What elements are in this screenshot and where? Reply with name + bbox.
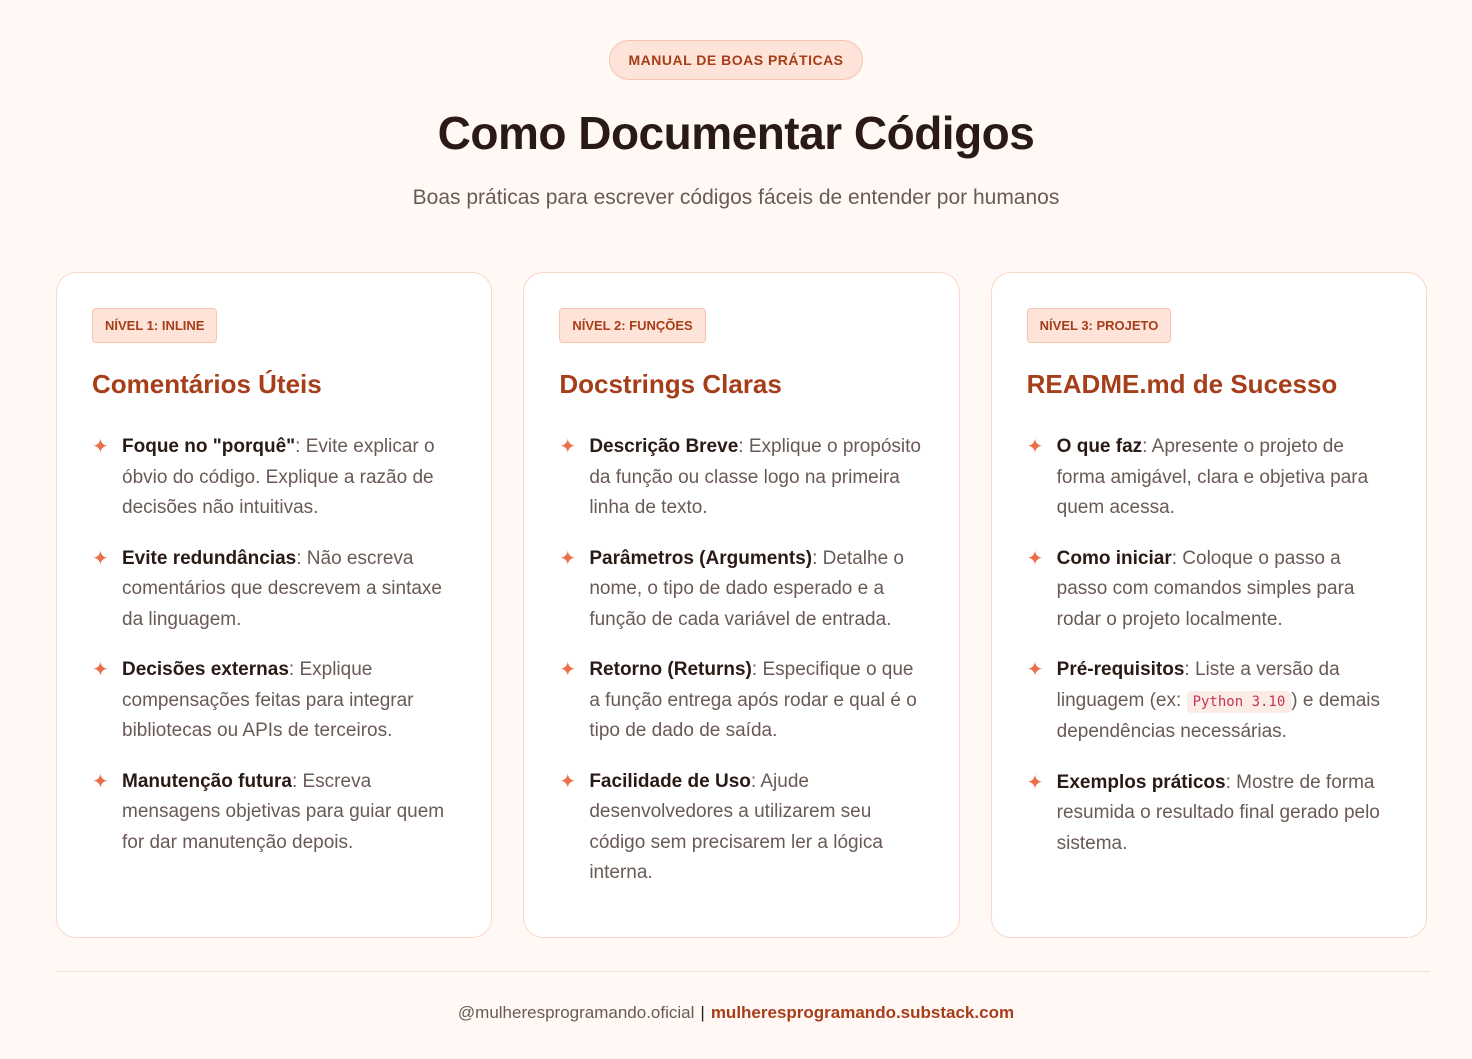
item-term: Decisões externas — [122, 659, 289, 680]
sparkle-icon: ✦ — [92, 659, 109, 681]
item-term: Facilidade de Uso — [589, 770, 751, 792]
list-item — [92, 544, 457, 636]
sparkle-icon: ✦ — [92, 770, 109, 793]
sparkle-icon: ✦ — [1026, 771, 1044, 794]
card-functions — [523, 272, 959, 938]
list-item — [559, 544, 924, 636]
item-desc: : Especifique o que a função entrega após rodar e qual é o tipo de dado de saída. — [589, 659, 917, 741]
card-project — [991, 272, 1427, 938]
tips-list — [559, 432, 924, 889]
sparkle-icon: ✦ — [559, 436, 577, 458]
item-term: Como iniciar — [1056, 547, 1172, 569]
sparkle-icon: ✦ — [559, 770, 577, 793]
page-subtitle: Boas práticas para escrever códigos fáceis de entender por humanos — [412, 186, 1060, 209]
item-desc: : Não escreva comentários que descrevem a sintaxe da linguagem. — [122, 547, 442, 630]
cards-container — [56, 272, 1427, 938]
sparkle-icon: ✦ — [92, 436, 109, 458]
item-desc-after: ) e demais dependências necessárias. — [1056, 689, 1380, 742]
card-title: README.md de Sucesso — [1026, 369, 1338, 399]
footer-separator: | — [700, 1003, 705, 1022]
sparkle-icon: ✦ — [1026, 436, 1044, 458]
item-term: Retorno (Returns) — [589, 659, 752, 680]
manual-badge: MANUAL DE BOAS PRÁTICAS — [609, 40, 862, 80]
item-desc: : Liste a versão da linguagem (ex: — [1056, 659, 1340, 711]
level-badge: NÍVEL 2: FUNÇÕES — [559, 308, 705, 343]
page-header — [0, 0, 1472, 210]
list-item — [92, 767, 457, 859]
sparkle-icon: ✦ — [559, 547, 577, 570]
item-desc: : Ajude desenvolvedores a utilizarem seu código sem precisarem ler a lógica interna. — [589, 770, 883, 883]
item-desc: : Mostre de forma resumida o resultado final gerado pelo sistema. — [1056, 771, 1380, 854]
level-badge: NÍVEL 1: INLINE — [92, 308, 217, 343]
list-item — [1027, 655, 1392, 748]
level-badge: NÍVEL 3: PROJETO — [1027, 308, 1172, 343]
item-desc: : Detalhe o nome, o tipo de dado esperado e a função de cada variável de entrada. — [589, 547, 905, 630]
list-item — [92, 655, 457, 747]
list-item — [559, 767, 924, 889]
social-handle: @mulheresprogramando.oficial — [457, 1003, 695, 1022]
list-item — [1027, 544, 1392, 636]
sparkle-icon: ✦ — [559, 659, 577, 681]
list-item — [1027, 768, 1392, 860]
footer — [0, 1003, 1472, 1023]
page-title: Como Documentar Códigos — [437, 107, 1035, 159]
code-snippet: Python 3.10 — [1187, 691, 1292, 713]
list-item — [1027, 432, 1392, 524]
item-term: Evite redundâncias — [122, 547, 297, 569]
sparkle-icon: ✦ — [92, 547, 109, 570]
item-desc: : Escreva mensagens objetivas para guiar quem for dar manutenção depois. — [122, 770, 445, 853]
item-term: Parâmetros (Arguments) — [589, 547, 813, 569]
sparkle-icon: ✦ — [1026, 547, 1044, 570]
card-inline — [56, 272, 492, 938]
item-term: Manutenção futura — [122, 770, 292, 792]
sparkle-icon: ✦ — [1026, 659, 1044, 681]
substack-link[interactable]: mulheresprogramando.substack.com — [710, 1003, 1015, 1022]
item-term: Pré-requisitos — [1056, 659, 1185, 680]
item-desc: : Evite explicar o óbvio do código. Explique a razão de decisões não intuitivas. — [122, 436, 435, 518]
tips-list — [1027, 432, 1392, 859]
list-item — [92, 432, 457, 524]
footer-divider — [56, 971, 1430, 972]
item-desc: : Apresente o projeto de forma amigável, clara e objetiva para quem acessa. — [1056, 436, 1369, 518]
card-title: Comentários Úteis — [92, 369, 322, 399]
list-item — [559, 432, 924, 524]
item-desc: : Explique o propósito da função ou classe logo na primeira linha de texto. — [589, 436, 921, 518]
list-item — [559, 655, 924, 747]
item-term: O que faz — [1056, 436, 1143, 457]
item-term: Descrição Breve — [589, 436, 739, 457]
item-term: Exemplos práticos — [1056, 771, 1226, 793]
item-desc: : Coloque o passo a passo com comandos simples para rodar o projeto localmente. — [1056, 547, 1355, 630]
item-desc: : Explique compensações feitas para integrar bibliotecas ou APIs de terceiros. — [122, 659, 414, 741]
item-term: Foque no "porquê" — [122, 436, 296, 457]
card-title: Docstrings Claras — [559, 369, 782, 399]
tips-list — [92, 432, 457, 858]
